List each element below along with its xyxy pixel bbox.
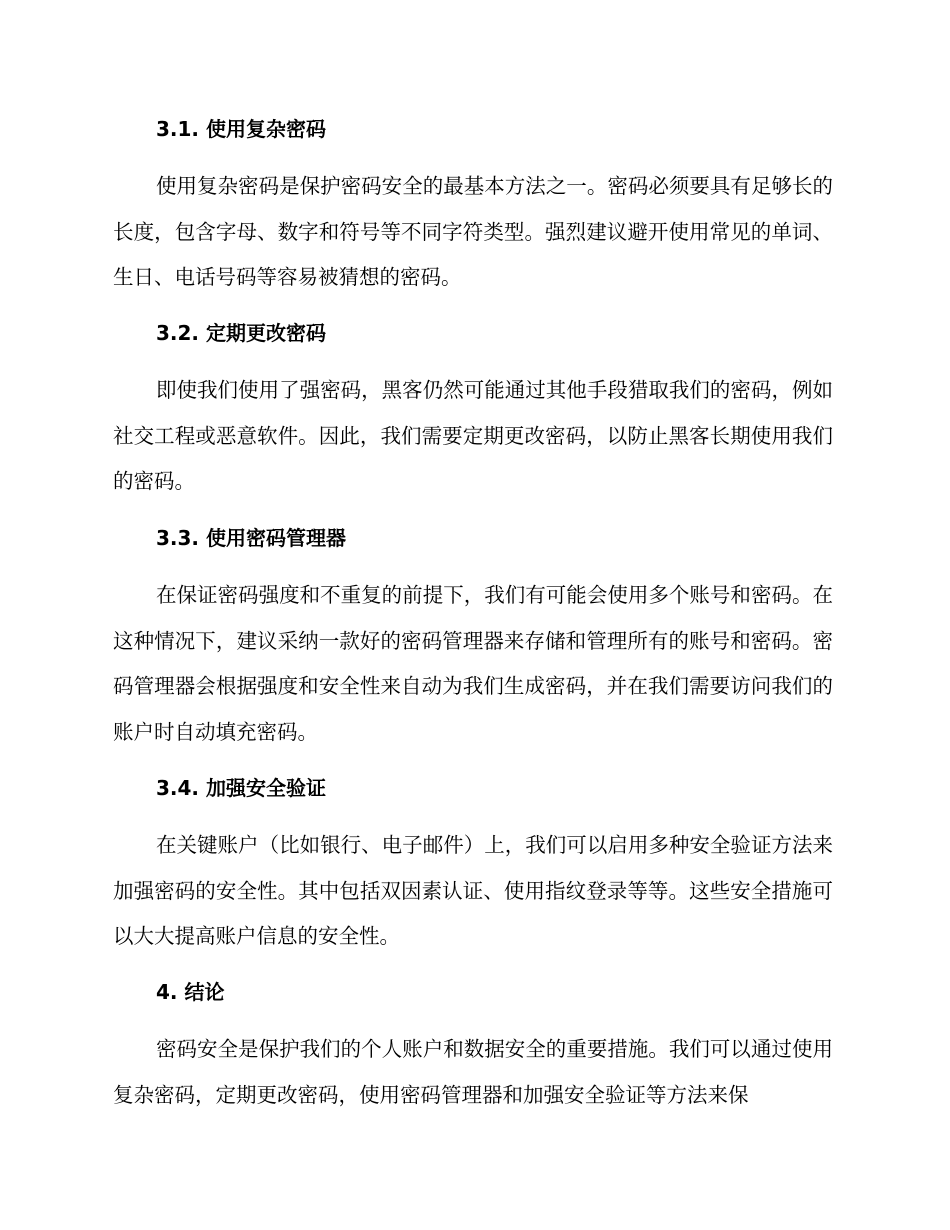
section-heading-3-1: 3.1. 使用复杂密码 (156, 117, 326, 141)
section-body-3-4: 在关键账户（比如银行、电子邮件）上，我们可以启用多种安全验证方法来加强密码的安全性。其中包括双因素认证、使用指纹登录等等。这些安全措施可以大大提高账户信息的安全性。 (113, 833, 833, 948)
section-heading-3-3: 3.3. 使用密码管理器 (156, 526, 346, 550)
section-heading-3-2: 3.2. 定期更改密码 (156, 321, 326, 345)
section-body-3-1: 使用复杂密码是保护密码安全的最基本方法之一。密码必须要具有足够长的长度，包含字母、数字和符号等不同字符类型。强烈建议避开使用常见的单词、生日、电话号码等容易被猜想的密码。 (113, 174, 833, 289)
section-body-3-2: 即使我们使用了强密码，黑客仍然可能通过其他手段猎取我们的密码，例如社交工程或恶意软件。因此，我们需要定期更改密码，以防止黑客长期使用我们的密码。 (113, 378, 833, 493)
section-heading-3-4: 3.4. 加强安全验证 (156, 776, 326, 800)
section-body-3-3: 在保证密码强度和不重复的前提下，我们有可能会使用多个账号和密码。在这种情况下，建议采纳一款好的密码管理器来存储和管理所有的账号和密码。密码管理器会根据强度和安全性来自动为我们生成密码，并在我们需要访问我们的账户时自动填充密码。 (113, 583, 833, 744)
section-heading-4: 4. 结论 (156, 980, 225, 1004)
section-body-4: 密码安全是保护我们的个人账户和数据安全的重要措施。我们可以通过使用复杂密码，定期更改密码，使用密码管理器和加强安全验证等方法来保 (113, 1037, 833, 1107)
